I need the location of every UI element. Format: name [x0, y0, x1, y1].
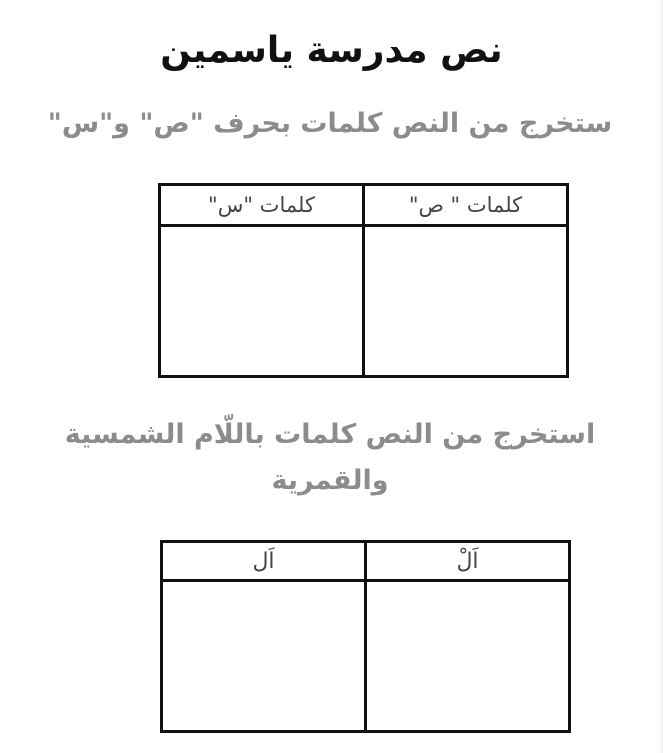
page-edge-shadow	[659, 0, 663, 753]
task2-header-lunar-al: اَلْ	[366, 542, 570, 581]
task1-seen-answer-cell	[160, 226, 364, 377]
task1-header-seen-words: كلمات "س"	[160, 185, 364, 226]
task1-instruction: ستخرج من النص كلمات بحرف "ص" و"س"	[47, 108, 613, 139]
task1-saad-answer-cell	[364, 226, 568, 377]
task1-answer-row	[160, 226, 568, 377]
task2-header-row	[162, 542, 570, 581]
task2-lunar-answer-cell	[366, 581, 570, 732]
task1-header-row	[160, 185, 568, 226]
task1-table	[158, 183, 569, 378]
task2-table	[160, 540, 571, 733]
task2-solar-answer-cell	[162, 581, 366, 732]
worksheet-title: نص مدرسة ياسمين	[160, 30, 503, 71]
task2-answer-row	[162, 581, 570, 732]
task1-header-saad-words: كلمات " ص"	[364, 185, 568, 226]
task2-header-solar-al: اَل	[162, 542, 366, 581]
task2-instruction: استخرج من النص كلمات باللّام الشمسية والقمرية	[64, 419, 596, 496]
